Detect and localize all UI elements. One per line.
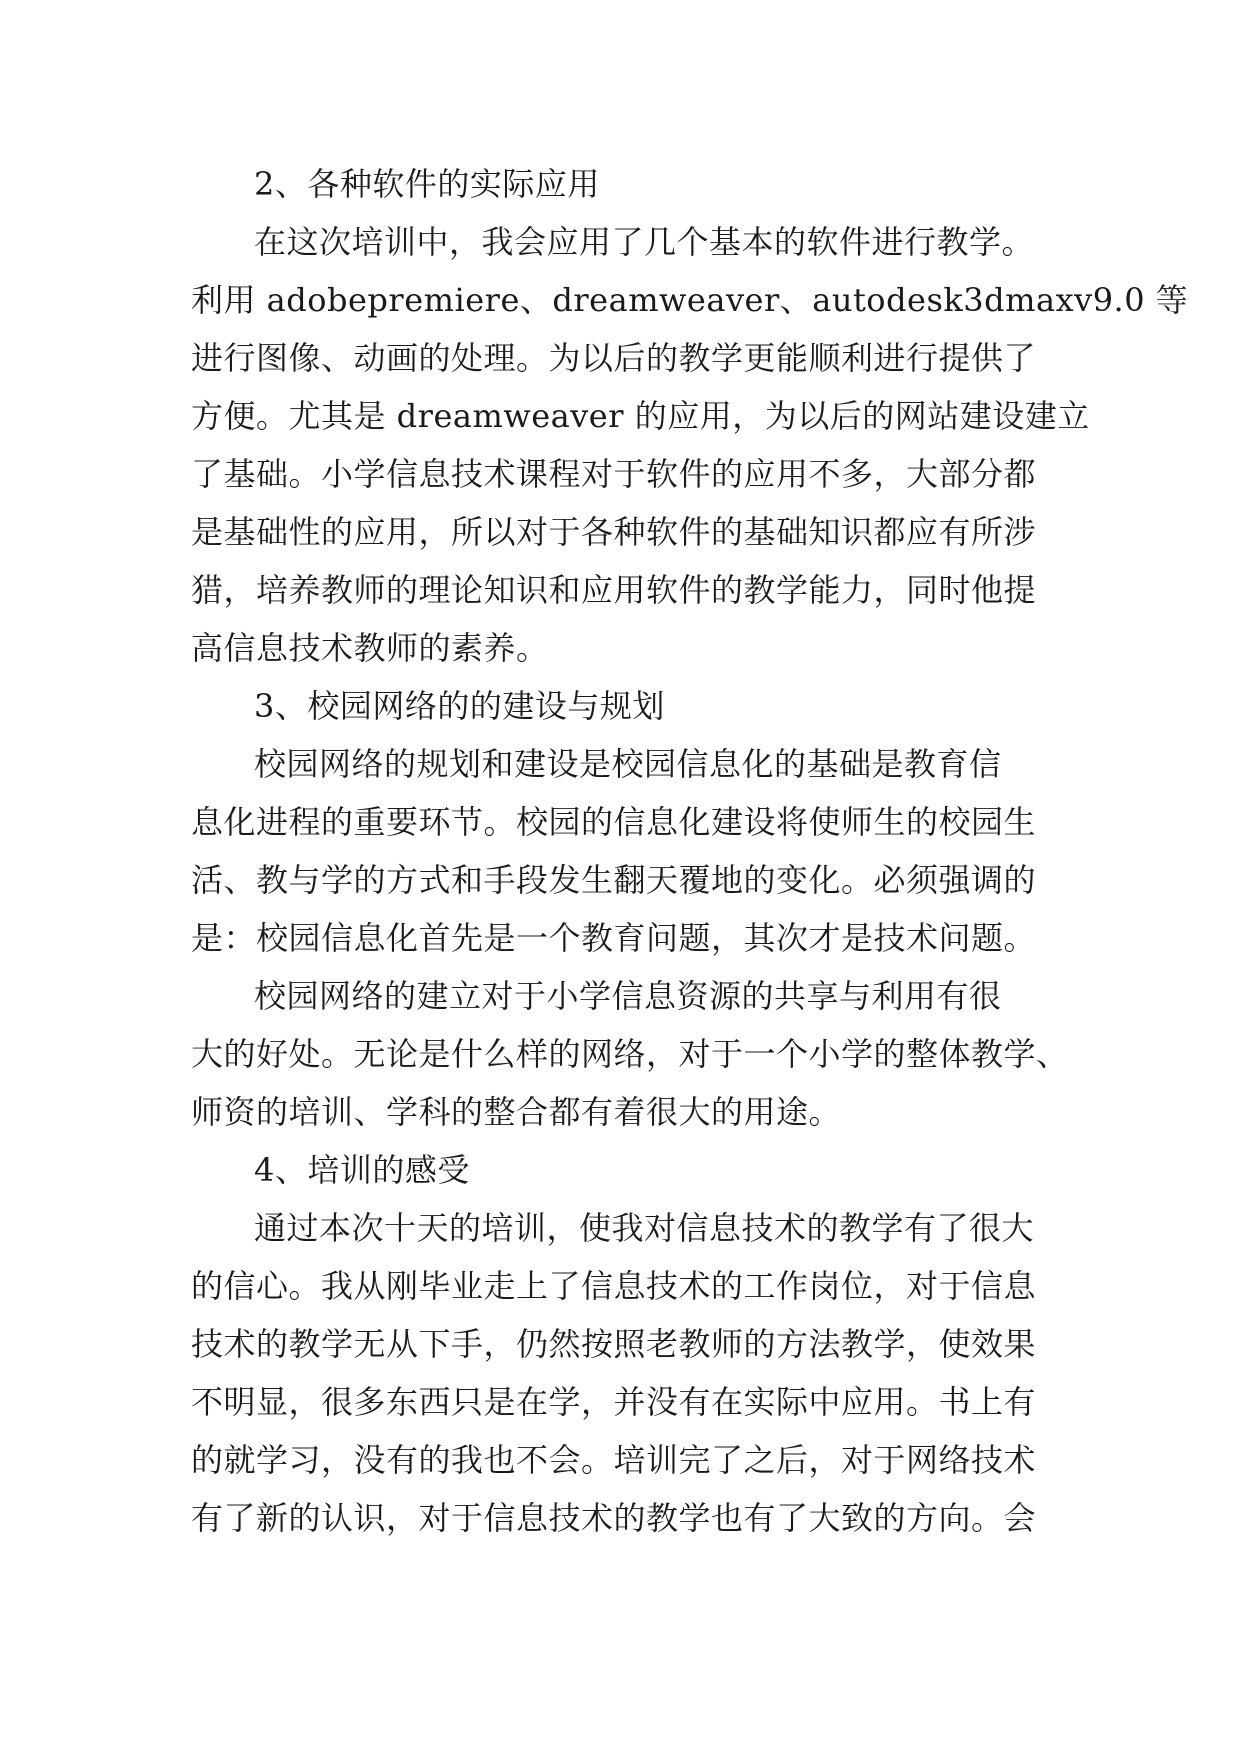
paragraph-line: 有了新的认识，对于信息技术的教学也有了大致的方向。会 [191, 1499, 1037, 1537]
paragraph-line: 了基础。小学信息技术课程对于软件的应用不多，大部分都 [191, 455, 1037, 493]
paragraph-line: 校园网络的规划和建设是校园信息化的基础是教育信 [254, 745, 1002, 783]
paragraph-line: 是基础性的应用，所以对于各种软件的基础知识都应有所涉 [191, 513, 1037, 551]
paragraph-line: 校园网络的建立对于小学信息资源的共享与利用有很 [254, 977, 1002, 1015]
paragraph-line: 方便。尤其是 dreamweaver 的应用，为以后的网站建设建立 [191, 397, 1090, 435]
paragraph-line: 通过本次十天的培训，使我对信息技术的教学有了很大 [254, 1209, 1035, 1247]
paragraph-line: 技术的教学无从下手，仍然按照老教师的方法教学，使效果 [191, 1325, 1037, 1363]
paragraph-line: 师资的培训、学科的整合都有着很大的用途。 [191, 1093, 842, 1131]
paragraph-line: 猎，培养教师的理论知识和应用软件的教学能力，同时他提 [191, 571, 1037, 609]
paragraph-line: 的信心。我从刚毕业走上了信息技术的工作岗位，对于信息 [191, 1267, 1037, 1305]
section-heading-training-feelings: 4、培训的感受 [254, 1151, 470, 1189]
paragraph-line: 进行图像、动画的处理。为以后的教学更能顺利进行提供了 [191, 339, 1037, 377]
section-heading-software-application: 2、各种软件的实际应用 [254, 165, 600, 203]
paragraph-line: 不明显，很多东西只是在学，并没有在实际中应用。书上有 [191, 1383, 1037, 1421]
paragraph-line: 高信息技术教师的素养。 [191, 629, 549, 667]
paragraph-line: 是：校园信息化首先是一个教育问题，其次才是技术问题。 [191, 919, 1037, 957]
paragraph-line: 利用 adobepremiere、dreamweaver、autodesk3dmaxv9.0 等 [191, 281, 1189, 319]
paragraph-line: 活、教与学的方式和手段发生翻天覆地的变化。必须强调的 [191, 861, 1037, 899]
paragraph-line: 的就学习，没有的我也不会。培训完了之后，对于网络技术 [191, 1441, 1037, 1479]
paragraph-line: 息化进程的重要环节。校园的信息化建设将使师生的校园生 [191, 803, 1037, 841]
paragraph-line: 在这次培训中，我会应用了几个基本的软件进行教学。 [254, 223, 1035, 261]
paragraph-line: 大的好处。无论是什么样的网络，对于一个小学的整体教学、 [191, 1035, 1069, 1073]
section-heading-campus-network: 3、校园网络的的建设与规划 [254, 687, 665, 725]
